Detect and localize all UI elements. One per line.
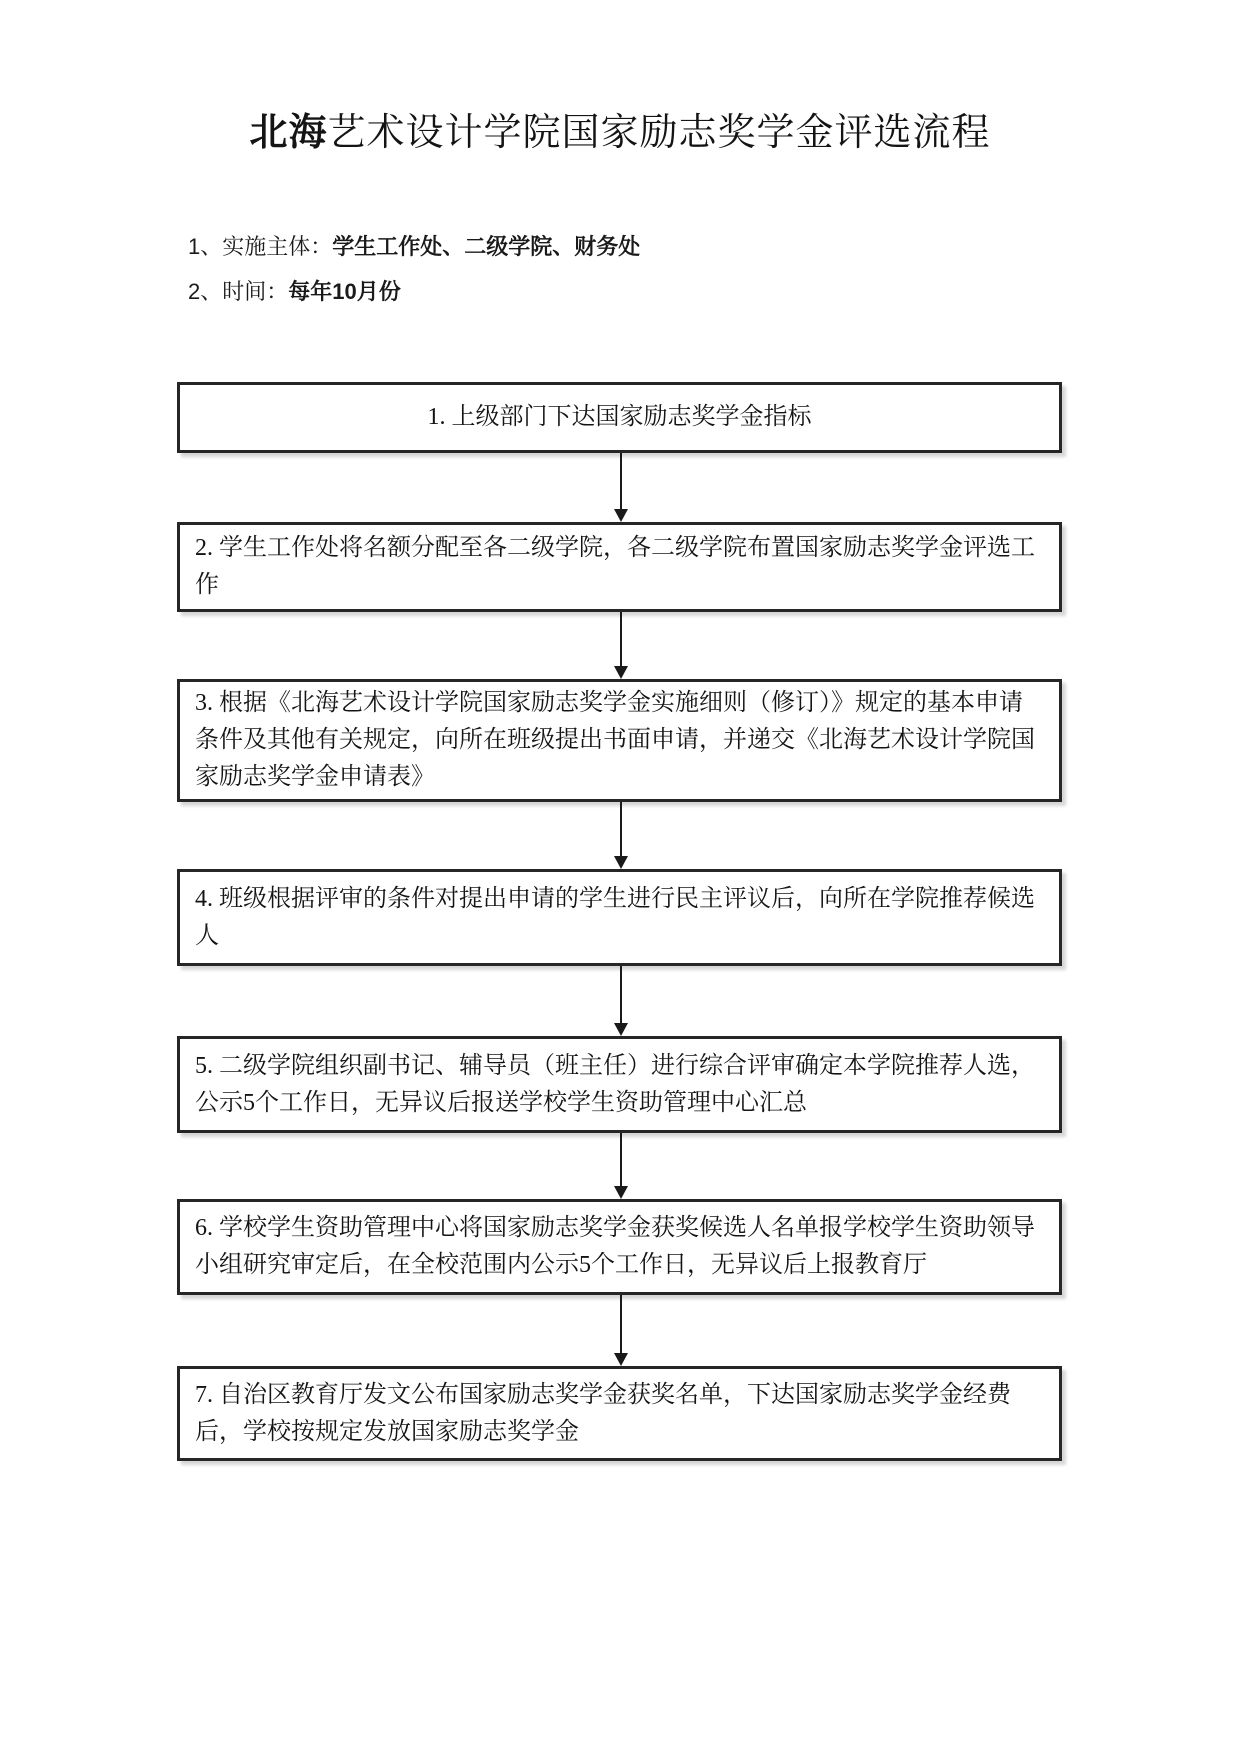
flow-arrow-4-5 xyxy=(613,966,629,1036)
intro-item-subject-value: 学生工作处、二级学院、财务处 xyxy=(332,234,641,259)
flow-arrow-6-7 xyxy=(613,1295,629,1366)
arrow-line xyxy=(620,612,622,668)
flow-step-4 xyxy=(177,869,1062,966)
flow-step-6-label: 6. 学校学生资助管理中心将国家励志奖学金获奖候选人名单报学校学生资助领导小组研究审定后，在全校范围内公示5个工作日，无异议后上报教育厅 xyxy=(195,1215,1035,1278)
page-title xyxy=(0,108,1240,158)
intro-item-time-prefix: 2、时间： xyxy=(188,279,289,304)
page-title-bold-segment: 北海 xyxy=(249,112,328,154)
flow-step-7 xyxy=(177,1366,1062,1461)
flow-step-2-label: 2. 学生工作处将名额分配至各二级学院，各二级学院布置国家励志奖学金评选工作 xyxy=(195,535,1035,598)
flow-step-3 xyxy=(177,679,1062,802)
intro-item-time xyxy=(188,277,401,307)
arrow-line xyxy=(620,802,622,858)
arrow-head-down-icon xyxy=(614,1353,628,1366)
flow-step-2 xyxy=(177,522,1062,612)
arrow-head-down-icon xyxy=(614,856,628,869)
flow-arrow-5-6 xyxy=(613,1133,629,1199)
page-title-rest-segment: 艺术设计学院国家励志奖学金评选流程 xyxy=(327,112,991,154)
arrow-head-down-icon xyxy=(614,509,628,522)
arrow-line xyxy=(620,1133,622,1188)
flow-arrow-2-3 xyxy=(613,612,629,679)
flow-step-7-label: 7. 自治区教育厅发文公布国家励志奖学金获奖名单，下达国家励志奖学金经费后，学校按规定发放国家励志奖学金 xyxy=(195,1381,1011,1445)
arrow-line xyxy=(620,1295,622,1355)
flow-step-4-label: 4. 班级根据评审的条件对提出申请的学生进行民主评议后，向所在学院推荐候选人 xyxy=(195,885,1035,949)
flow-arrow-3-4 xyxy=(613,802,629,869)
flow-step-1-label: 1. 上级部门下达国家励志奖学金指标 xyxy=(427,404,812,430)
flow-arrow-1-2 xyxy=(613,453,629,522)
flow-step-6 xyxy=(177,1199,1062,1295)
intro-item-subject-prefix: 1、实施主体： xyxy=(188,234,333,259)
flow-step-1 xyxy=(177,382,1062,453)
arrow-head-down-icon xyxy=(614,666,628,679)
arrow-line xyxy=(620,453,622,511)
flow-step-5-label: 5. 二级学院组织副书记、辅导员（班主任）进行综合评审确定本学院推荐人选，公示5个工作日，无异议后报送学校学生资助管理中心汇总 xyxy=(195,1052,1035,1116)
intro-item-subject xyxy=(188,232,640,262)
flow-step-5 xyxy=(177,1036,1062,1133)
arrow-line xyxy=(620,966,622,1025)
arrow-head-down-icon xyxy=(614,1023,628,1036)
flow-step-3-label: 3. 根据《北海艺术设计学院国家励志奖学金实施细则（修订）》规定的基本申请条件及其他有关规定，向所在班级提出书面申请，并递交《北海艺术设计学院国家励志奖学金申请表》 xyxy=(195,690,1035,790)
arrow-head-down-icon xyxy=(614,1186,628,1199)
intro-item-time-value: 每年10月份 xyxy=(288,279,401,304)
